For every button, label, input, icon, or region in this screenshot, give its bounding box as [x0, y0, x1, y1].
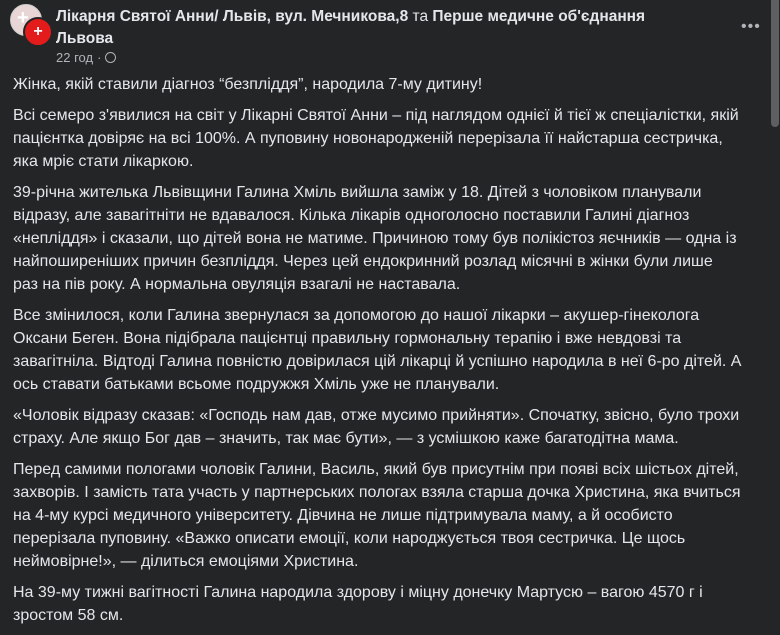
text-line: відразу, але завагітніти не вдавалося. Кілька лікарів одноголосно поставили Галині діагноз — [13, 207, 690, 224]
post-paragraph — [13, 404, 773, 450]
post-meta — [56, 50, 116, 65]
text-line: пацієнтка довіряє на всі 100%. А пуповину новонародженій перерізала її найстарша сестричка, — [13, 130, 723, 147]
page-name-link[interactable]: Лікарня Святої Анни/ Львів, вул. Мечникова,8 — [56, 8, 409, 25]
post-headline — [13, 73, 773, 96]
more-options-button[interactable]: ••• — [741, 18, 761, 35]
post-header — [56, 6, 736, 50]
text-line: Жінка, якій ставили діагноз “безпліддя”, народила 7-му дитину! — [13, 76, 483, 93]
text-line: На 39-му тижні вагітності Галина народила здорову і міцну донечку Мартусю – вагою 4570 г і — [13, 584, 703, 601]
post-paragraph — [13, 458, 773, 573]
connector-text: та — [412, 8, 429, 25]
text-line: 39-річна жителька Львівщини Галина Хміль вийшла заміж у 18. Дітей з чоловіком планували — [13, 184, 702, 201]
text-line: Все змінилося, коли Галина звернулася за допомогою до нашої лікарки – акушер-гінеколога — [13, 307, 700, 324]
post-paragraph — [13, 104, 773, 173]
text-line: на 4-му курсі медичного університету. Дівчина не лише підтримувала маму, а й особисто — [13, 507, 673, 524]
text-line: «Чоловік відразу сказав: «Господь нам дав, отже мусимо прийняти». Спочатку, звісно, було трохи — [13, 407, 740, 424]
text-line: найпоширеніших причин безпліддя. Через цей ендокринний розлад місячні в жінки були лише — [13, 253, 713, 270]
post-paragraph — [13, 304, 773, 396]
text-line: захворів. І замість тата участь у партнерських пологах взяла старша дочка Христина, яка вчиться — [13, 484, 741, 501]
text-line: «непліддя» і сказали, що дітей вона не матиме. Причиною тому був полікістоз яєчників — одна із — [13, 230, 737, 247]
coauthor-link[interactable]: Перше медичне об'єднання Львова — [56, 8, 646, 47]
text-line: Всі семеро з'явилися на світ у Лікарні Святої Анни – під наглядом однієї й тієї ж спеціалістки, якій — [13, 107, 739, 124]
timestamp-link[interactable]: 22 год — [56, 50, 94, 65]
text-line: ось ставати батьками всьоме подружжя Хміль уже не планували. — [13, 376, 500, 393]
text-line: зростом 58 см. — [13, 607, 124, 624]
post-paragraph — [13, 581, 773, 627]
text-line: Оксани Беген. Вона підібрала пацієнтці правильну гормональну терапію і вже невдовзі та — [13, 330, 682, 347]
text-line: яка мріє стати лікаркою. — [13, 153, 194, 170]
text-line: перерізала пуповину. «Важко описати емоції, коли народжується твоя сестричка. Це щось — [13, 530, 686, 547]
page-avatar[interactable] — [10, 4, 50, 44]
hospital-logo: + — [23, 17, 53, 47]
text-line: Перед самими пологами чоловік Галини, Василь, який був присутнім при появі всіх шістьох дітей, — [13, 461, 739, 478]
post-text — [13, 73, 773, 635]
post-paragraph — [13, 181, 773, 296]
text-line: раз на пів року. А нормальна овуляція взагалі не наставала. — [13, 276, 461, 293]
text-line: страху. Але якщо Бог дав – значить, так має бути», — з усмішкою каже багатодітна мама. — [13, 430, 679, 447]
text-line: неймовірне!», — ділиться емоціями Христина. — [13, 553, 359, 570]
meta-separator: · — [97, 50, 102, 65]
text-line: завагітніла. Відтоді Галина повністю довірилася цій лікарці й успішно народила в неї 6-ро дітей. А — [13, 353, 742, 370]
globe-icon — [105, 52, 116, 63]
